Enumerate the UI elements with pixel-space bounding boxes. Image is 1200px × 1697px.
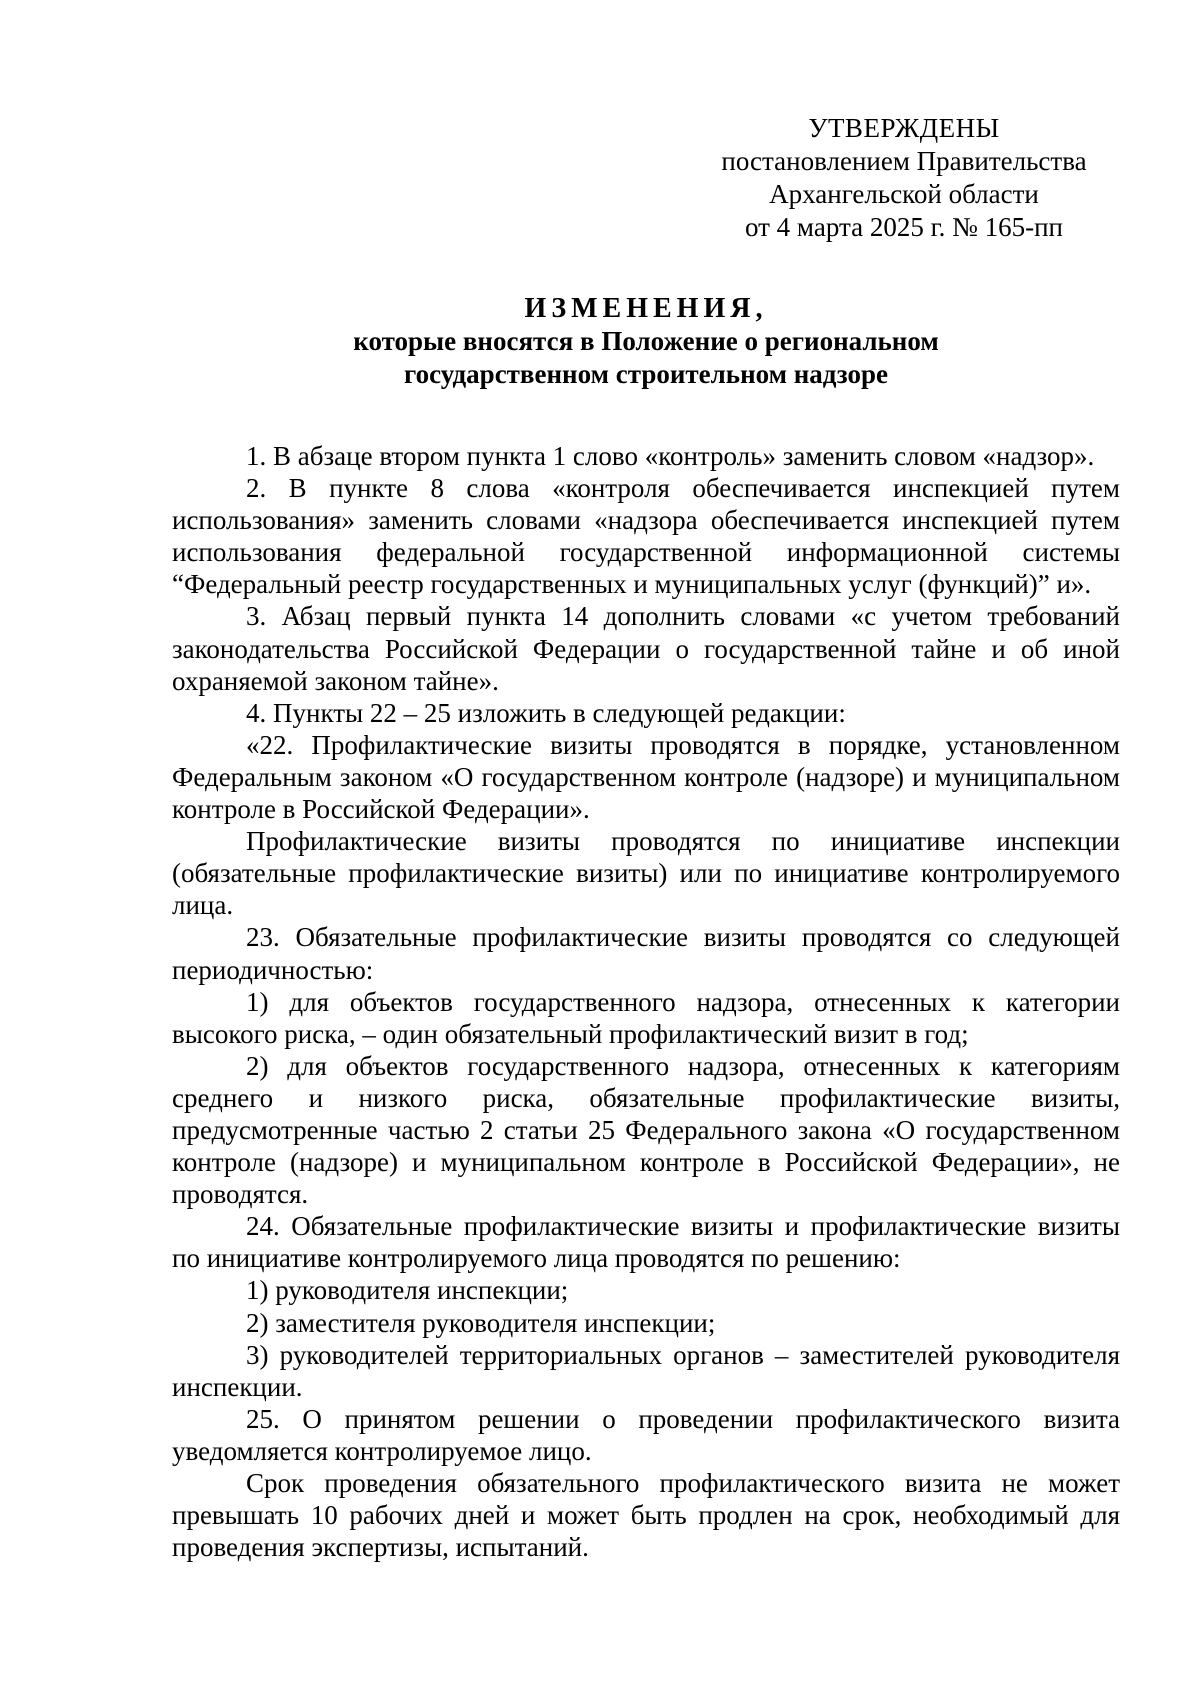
paragraph-4: 4. Пункты 22 – 25 изложить в следующей редакции: (246, 697, 846, 728)
paragraph-6: Профилактические визиты проводятся по инициативе инспекции (обязательные профилактические визиты) или по инициативе контролируемого лица. (172, 826, 1120, 921)
paragraph-13: 3) руководителей территориальных органов – заместителей руководителя инспекции. (172, 1339, 1120, 1402)
paragraph-2: 2. В пункте 8 слова «контроля обеспечивается инспекцией путем использования» заменить словами «надзора обеспечивается инспекцией путем использования федеральной государственной информационной системы “Федеральный реестр государственных и муниципальных услуг (функций)” и». (172, 473, 1120, 600)
paragraph-14: 25. О принятом решении о проведении профилактического визита уведомляется контролируемое лицо. (172, 1403, 1120, 1466)
approval-line-resolution: постановлением Правительства (721, 146, 1087, 176)
title-line-3: государственном строительном надзоре (404, 359, 888, 389)
paragraph-3: 3. Абзац первый пункта 14 дополнить словами «с учетом требований законодательства Российской Федерации о государственной тайне и об иной охраняемой законом тайне». (172, 601, 1120, 696)
approval-line-region: Архангельской области (769, 179, 1039, 209)
paragraph-12: 2) заместителя руководителя инспекции; (246, 1307, 716, 1338)
title-heading: ИЗМЕНЕНИЯ, (524, 293, 768, 324)
approval-block (712, 112, 1096, 244)
title-line-2: которые вносятся в Положение о региональном (353, 326, 939, 356)
paragraph-8: 1) для объектов государственного надзора, отнесенных к категории высокого риска, – один обязательный профилактический визит в год; (172, 986, 1120, 1049)
approval-title: УТВЕРЖДЕНЫ (808, 113, 1000, 143)
paragraph-11: 1) руководителя инспекции; (246, 1275, 569, 1306)
document-title (172, 292, 1120, 391)
paragraph-7: 23. Обязательные профилактические визиты проводятся со следующей периодичностью: (172, 922, 1120, 985)
paragraph-15: Срок проведения обязательного профилактического визита не может превышать 10 рабочих дней и может быть продлен на срок, необходимый для проведения экспертизы, испытаний. (172, 1468, 1120, 1563)
paragraph-5: «22. Профилактические визиты проводятся в порядке, установленном Федеральным законом «О государственном контроле (надзоре) и муниципальном контроле в Российской Федерации». (172, 729, 1120, 825)
paragraph-10: 24. Обязательные профилактические визиты и профилактические визиты по инициативе контролируемого лица проводятся по решению: (172, 1211, 1120, 1274)
paragraph-9: 2) для объектов государственного надзора, отнесенных к категориям среднего и низкого риска, обязательные профилактические визиты, предусмотренные частью 2 статьи 25 Федерального закона «О государственном контроле (надзоре) и муниципальном контроле в Российской Федерации», не проводятся. (172, 1050, 1120, 1210)
document-body (172, 440, 1120, 1563)
approval-line-date-number: от 4 марта 2025 г. № 165-пп (744, 212, 1063, 242)
paragraph-1: 1. В абзаце втором пункта 1 слово «контроль» заменить словом «надзор». (246, 441, 1095, 471)
